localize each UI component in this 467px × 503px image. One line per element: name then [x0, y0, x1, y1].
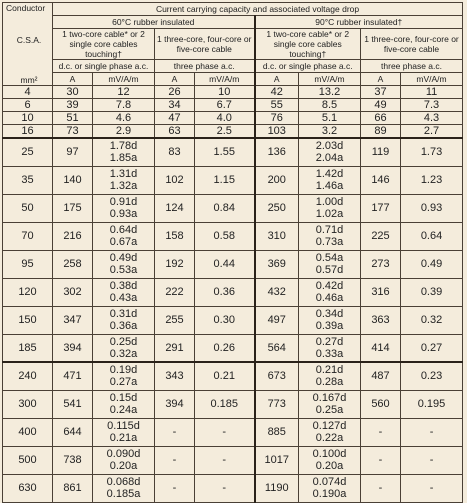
vdrop-value: 0.190a: [312, 488, 347, 500]
three-core-90-title: 1 three-core, four-core or five-core cable: [361, 29, 463, 60]
vdrop-value: 0.64: [420, 230, 443, 242]
vdrop-value: 2.03d: [315, 140, 344, 153]
vdrop-value: 0.074d: [312, 476, 347, 488]
vdrop-value: 0.36a: [109, 320, 138, 332]
vdrop-value: 0.91d: [109, 196, 138, 208]
current-60-three-cell: 158: [155, 222, 195, 250]
vdrop-value: -: [429, 454, 434, 466]
table-row: [3, 418, 463, 446]
table-row: [3, 138, 463, 166]
current-60-three-cell: 26: [155, 86, 195, 99]
current-90-three-cell: 560: [361, 390, 401, 418]
current-60-three-cell: -: [155, 474, 195, 502]
current-90-single-cell: 432: [255, 278, 299, 306]
vdrop-value: 0.39a: [315, 320, 344, 332]
vdrop-60-three-cell: [195, 250, 255, 278]
vdrop-value: 0.25a: [315, 404, 344, 416]
vdrop-value: 0.93a: [109, 208, 138, 220]
vdrop-60-single-cell: [93, 474, 155, 502]
vdrop-value: 0.32: [420, 314, 443, 326]
vdrop-60-three-cell: [195, 306, 255, 334]
current-90-single-cell: 76: [255, 112, 299, 125]
vdrop-60-single-cell: [93, 278, 155, 306]
vdrop-value: 0.20a: [315, 460, 344, 472]
vdrop-60-single-cell: [93, 194, 155, 222]
current-60-single-cell: 73: [53, 125, 93, 139]
current-60-single-cell: 140: [53, 166, 93, 194]
vdrop-value: 1.55: [213, 146, 235, 159]
current-60-single-cell: 39: [53, 99, 93, 112]
vdrop-value: 0.090d: [106, 448, 141, 460]
current-90-three-cell: 66: [361, 112, 401, 125]
current-60-single-cell: 347: [53, 306, 93, 334]
current-90-three-cell: 487: [361, 362, 401, 390]
current-60-three-cell: 124: [155, 194, 195, 222]
vdrop-value: 0.20a: [109, 460, 138, 472]
vdrop-60-single-cell: [93, 390, 155, 418]
vdrop-90-single-cell: [299, 474, 361, 502]
current-60-single-cell: 471: [53, 362, 93, 390]
vdrop-90-three-cell: [401, 278, 463, 306]
unit-a-cell: A: [53, 73, 93, 86]
current-90-three-cell: -: [361, 446, 401, 474]
vdrop-90-single-cell: [299, 222, 361, 250]
vdrop-90-single-cell: [299, 194, 361, 222]
current-90-single-cell: 42: [255, 86, 299, 99]
vdrop-value: -: [429, 426, 434, 438]
current-90-three-cell: 146: [361, 166, 401, 194]
conductor-header-cell: [3, 3, 53, 86]
vdrop-value: 0.33a: [315, 347, 344, 360]
current-60-single-cell: 175: [53, 194, 93, 222]
two-core-90-title: 1 two-core cable* or 2 single core cables touching†: [255, 29, 361, 60]
vdrop-value: 0.22a: [315, 432, 344, 444]
vdrop-60-single-cell: [93, 418, 155, 446]
vdrop-value: 0.93: [420, 202, 443, 214]
vdrop-value: 0.30: [213, 314, 235, 326]
vdrop-value: 1.02a: [315, 208, 344, 220]
csa-cell: 185: [3, 334, 53, 362]
vdrop-60-single-cell: [93, 138, 155, 166]
vdrop-60-three-cell: [195, 334, 255, 362]
three-phase-60-label: three phase a.c.: [155, 60, 255, 73]
vdrop-value: 0.57d: [315, 264, 344, 276]
vdrop-value: 0.21a: [109, 432, 138, 444]
csa-cell: 25: [3, 138, 53, 166]
vdrop-60-single-cell: [93, 306, 155, 334]
vdrop-value: 4.6: [115, 112, 132, 124]
vdrop-value: 5.1: [321, 112, 338, 124]
vdrop-90-single-cell: [299, 86, 361, 99]
vdrop-value: 0.32a: [109, 347, 138, 360]
vdrop-value: 11: [425, 86, 438, 98]
vdrop-90-single-cell: [299, 278, 361, 306]
vdrop-60-single-cell: [93, 86, 155, 99]
vdrop-90-three-cell: [401, 166, 463, 194]
current-60-three-cell: -: [155, 446, 195, 474]
vdrop-value: 0.54a: [315, 252, 344, 264]
vdrop-value: 0.44: [213, 258, 235, 270]
current-90-single-cell: 1190: [255, 474, 299, 502]
vdrop-60-three-cell: [195, 362, 255, 390]
current-90-three-cell: -: [361, 474, 401, 502]
csa-cell: 120: [3, 278, 53, 306]
vdrop-value: 0.21d: [315, 364, 344, 377]
vdrop-value: -: [222, 454, 227, 466]
vdrop-60-single-cell: [93, 125, 155, 139]
vdrop-value: 0.31d: [109, 308, 138, 320]
current-60-single-cell: 861: [53, 474, 93, 502]
csa-cell: 6: [3, 99, 53, 112]
vdrop-60-three-cell: [195, 222, 255, 250]
vdrop-value: 0.19d: [109, 364, 138, 377]
vdrop-value: 10: [218, 86, 231, 98]
vdrop-value: -: [429, 482, 434, 494]
unit-mv-cell: mV/A/m: [299, 73, 361, 86]
vdrop-value: 0.49: [420, 258, 443, 270]
table-row: [3, 306, 463, 334]
vdrop-value: 0.28a: [315, 376, 344, 389]
vdrop-value: 0.67a: [109, 236, 138, 248]
current-60-three-cell: 343: [155, 362, 195, 390]
vdrop-value: 1.31d: [109, 168, 138, 180]
vdrop-90-single-cell: [299, 138, 361, 166]
cable-rating-table: [2, 2, 463, 503]
current-60-single-cell: 394: [53, 334, 93, 362]
vdrop-value: 0.25d: [109, 335, 138, 348]
vdrop-value: 2.5: [216, 125, 232, 137]
two-core-60-title: 1 two-core cable* or 2 single core cables touching†: [53, 29, 155, 60]
current-90-single-cell: 773: [255, 390, 299, 418]
current-90-three-cell: 37: [361, 86, 401, 99]
vdrop-value: 8.5: [321, 99, 338, 111]
vdrop-60-three-cell: [195, 474, 255, 502]
vdrop-90-single-cell: [299, 250, 361, 278]
table-header: [3, 3, 463, 86]
current-60-single-cell: 258: [53, 250, 93, 278]
vdrop-90-three-cell: [401, 138, 463, 166]
vdrop-90-three-cell: [401, 390, 463, 418]
dc-90-label: d.c. or single phase a.c.: [255, 60, 361, 73]
vdrop-90-three-cell: [401, 194, 463, 222]
vdrop-90-single-cell: [299, 125, 361, 139]
current-60-three-cell: 291: [155, 334, 195, 362]
vdrop-90-single-cell: [299, 166, 361, 194]
vdrop-value: 0.58: [213, 230, 235, 242]
current-90-single-cell: 497: [255, 306, 299, 334]
current-90-single-cell: 564: [255, 334, 299, 362]
vdrop-value: 1.23: [420, 174, 443, 186]
vdrop-value: 4.0: [216, 112, 232, 124]
vdrop-90-single-cell: [299, 112, 361, 125]
current-60-three-cell: -: [155, 418, 195, 446]
vdrop-value: 0.167d: [312, 392, 347, 404]
current-60-single-cell: 738: [53, 446, 93, 474]
main-title: Current carrying capacity and associated voltage drop: [53, 3, 463, 16]
vdrop-60-three-cell: [195, 278, 255, 306]
vdrop-60-single-cell: [93, 166, 155, 194]
vdrop-60-three-cell: [195, 194, 255, 222]
vdrop-60-single-cell: [93, 362, 155, 390]
vdrop-value: 0.42d: [315, 280, 344, 292]
vdrop-value: 1.32a: [109, 180, 138, 192]
current-90-three-cell: 414: [361, 334, 401, 362]
table-row: [3, 278, 463, 306]
current-90-three-cell: 177: [361, 194, 401, 222]
table-row: [3, 194, 463, 222]
csa-cell: 4: [3, 86, 53, 99]
vdrop-60-three-cell: [195, 138, 255, 166]
vdrop-value: 0.49d: [109, 252, 138, 264]
vdrop-90-three-cell: [401, 474, 463, 502]
vdrop-value: -: [222, 482, 227, 494]
csa-cell: 150: [3, 306, 53, 334]
group-90-title: 90°C rubber insulated†: [255, 16, 463, 29]
current-90-single-cell: 310: [255, 222, 299, 250]
table-row: [3, 166, 463, 194]
vdrop-value: 2.9: [115, 125, 132, 137]
vdrop-value: 0.53a: [109, 264, 138, 276]
current-90-three-cell: 89: [361, 125, 401, 139]
vdrop-value: 0.27a: [109, 376, 138, 389]
vdrop-90-three-cell: [401, 125, 463, 139]
vdrop-60-three-cell: [195, 112, 255, 125]
dc-60-label: d.c. or single phase a.c.: [53, 60, 155, 73]
current-60-three-cell: 83: [155, 138, 195, 166]
vdrop-60-single-cell: [93, 112, 155, 125]
vdrop-value: 0.64d: [109, 224, 138, 236]
current-60-three-cell: 192: [155, 250, 195, 278]
csa-cell: 10: [3, 112, 53, 125]
vdrop-value: 0.34d: [315, 308, 344, 320]
vdrop-value: 0.24a: [109, 404, 138, 416]
csa-cell: 50: [3, 194, 53, 222]
vdrop-value: 0.23: [420, 370, 443, 383]
vdrop-value: 0.185a: [106, 488, 141, 500]
current-90-single-cell: 885: [255, 418, 299, 446]
vdrop-value: 1.42d: [315, 168, 344, 180]
csa-cell: 500: [3, 446, 53, 474]
vdrop-value: 2.04a: [315, 152, 344, 165]
vdrop-value: 0.15d: [109, 392, 138, 404]
vdrop-value: 0.21: [213, 370, 235, 383]
vdrop-value: 0.27d: [315, 335, 344, 348]
table-row: [3, 474, 463, 502]
three-core-60-title: 1 three-core, four-core or five-core cable: [155, 29, 255, 60]
vdrop-value: 0.36: [213, 286, 235, 298]
vdrop-60-three-cell: [195, 390, 255, 418]
current-60-three-cell: 255: [155, 306, 195, 334]
mm2-label: mm²: [20, 75, 38, 85]
current-90-three-cell: 119: [361, 138, 401, 166]
vdrop-90-three-cell: [401, 222, 463, 250]
vdrop-90-three-cell: [401, 112, 463, 125]
vdrop-90-single-cell: [299, 390, 361, 418]
vdrop-60-three-cell: [195, 125, 255, 139]
unit-a-cell: A: [255, 73, 299, 86]
current-90-three-cell: -: [361, 418, 401, 446]
vdrop-value: 0.46a: [315, 292, 344, 304]
vdrop-value: 0.39: [420, 286, 443, 298]
current-90-single-cell: 55: [255, 99, 299, 112]
vdrop-value: 0.38d: [109, 280, 138, 292]
vdrop-value: 2.7: [423, 125, 440, 137]
csa-cell: 400: [3, 418, 53, 446]
unit-a-cell: A: [361, 73, 401, 86]
current-60-single-cell: 30: [53, 86, 93, 99]
vdrop-90-single-cell: [299, 446, 361, 474]
current-90-single-cell: 673: [255, 362, 299, 390]
vdrop-60-single-cell: [93, 446, 155, 474]
csa-cell: 240: [3, 362, 53, 390]
csa-cell: 95: [3, 250, 53, 278]
vdrop-90-three-cell: [401, 418, 463, 446]
vdrop-60-three-cell: [195, 166, 255, 194]
vdrop-value: 0.27: [420, 341, 443, 354]
current-60-three-cell: 63: [155, 125, 195, 139]
vdrop-90-single-cell: [299, 362, 361, 390]
current-90-single-cell: 1017: [255, 446, 299, 474]
csa-cell: 630: [3, 474, 53, 502]
table-row: [3, 446, 463, 474]
vdrop-value: 3.2: [321, 125, 338, 137]
csa-cell: 300: [3, 390, 53, 418]
table-row: [3, 112, 463, 125]
current-60-single-cell: 644: [53, 418, 93, 446]
conductor-label: Conductor: [6, 3, 46, 13]
unit-a-cell: A: [155, 73, 195, 86]
table-body: [3, 86, 463, 503]
group-60-title: 60°C rubber insulated: [53, 16, 255, 29]
vdrop-90-single-cell: [299, 334, 361, 362]
vdrop-value: 0.100d: [312, 448, 347, 460]
vdrop-value: 13.2: [318, 86, 341, 98]
current-60-three-cell: 102: [155, 166, 195, 194]
table-row: [3, 250, 463, 278]
vdrop-value: 0.26: [213, 341, 235, 354]
table-row: [3, 390, 463, 418]
vdrop-60-three-cell: [195, 418, 255, 446]
current-60-single-cell: 97: [53, 138, 93, 166]
csa-cell: 35: [3, 166, 53, 194]
current-90-single-cell: 103: [255, 125, 299, 139]
vdrop-90-single-cell: [299, 306, 361, 334]
current-90-three-cell: 273: [361, 250, 401, 278]
vdrop-90-three-cell: [401, 250, 463, 278]
vdrop-value: 1.73: [420, 146, 443, 159]
current-60-three-cell: 222: [155, 278, 195, 306]
vdrop-value: 0.43a: [109, 292, 138, 304]
vdrop-60-single-cell: [93, 334, 155, 362]
table-row: [3, 99, 463, 112]
table-row: [3, 86, 463, 99]
vdrop-value: 1.15: [213, 174, 235, 186]
vdrop-value: 7.8: [115, 99, 132, 111]
current-60-single-cell: 51: [53, 112, 93, 125]
current-90-single-cell: 369: [255, 250, 299, 278]
vdrop-value: 0.84: [213, 202, 235, 214]
unit-mv-cell: mV/A/m: [93, 73, 155, 86]
vdrop-value: 7.3: [423, 99, 440, 111]
current-60-three-cell: 34: [155, 99, 195, 112]
table-row: [3, 125, 463, 139]
vdrop-value: 0.185: [210, 398, 239, 410]
table-row: [3, 362, 463, 390]
vdrop-90-three-cell: [401, 306, 463, 334]
vdrop-60-single-cell: [93, 99, 155, 112]
vdrop-60-three-cell: [195, 99, 255, 112]
vdrop-value: 1.00d: [315, 196, 344, 208]
vdrop-value: 0.71d: [315, 224, 344, 236]
vdrop-value: 0.127d: [312, 420, 347, 432]
three-phase-90-label: three phase a.c.: [361, 60, 463, 73]
vdrop-90-three-cell: [401, 99, 463, 112]
current-90-single-cell: 136: [255, 138, 299, 166]
vdrop-value: 0.195: [417, 398, 446, 410]
current-90-single-cell: 200: [255, 166, 299, 194]
vdrop-60-single-cell: [93, 222, 155, 250]
current-60-three-cell: 47: [155, 112, 195, 125]
table-row: [3, 222, 463, 250]
vdrop-value: 12: [117, 86, 130, 98]
current-60-three-cell: 394: [155, 390, 195, 418]
vdrop-value: 0.73a: [315, 236, 344, 248]
vdrop-value: 1.85a: [109, 152, 138, 165]
unit-mv-cell: mV/A/m: [401, 73, 463, 86]
unit-mv-cell: mV/A/m: [195, 73, 255, 86]
current-90-three-cell: 49: [361, 99, 401, 112]
vdrop-value: 1.78d: [109, 140, 138, 153]
vdrop-90-three-cell: [401, 86, 463, 99]
cable-rating-table-sheet: [2, 2, 462, 500]
vdrop-90-single-cell: [299, 99, 361, 112]
vdrop-value: 4.3: [423, 112, 440, 124]
vdrop-90-three-cell: [401, 446, 463, 474]
vdrop-value: -: [222, 426, 227, 438]
vdrop-value: 1.46a: [315, 180, 344, 192]
vdrop-value: 0.115d: [107, 420, 140, 432]
current-90-three-cell: 316: [361, 278, 401, 306]
current-60-single-cell: 216: [53, 222, 93, 250]
current-90-three-cell: 225: [361, 222, 401, 250]
current-60-single-cell: 302: [53, 278, 93, 306]
csa-cell: 70: [3, 222, 53, 250]
current-90-single-cell: 250: [255, 194, 299, 222]
csa-label: C.S.A.: [16, 35, 42, 45]
vdrop-90-three-cell: [401, 362, 463, 390]
vdrop-60-single-cell: [93, 250, 155, 278]
vdrop-value: 6.7: [216, 99, 232, 111]
vdrop-60-three-cell: [195, 446, 255, 474]
vdrop-60-three-cell: [195, 86, 255, 99]
vdrop-value: 0.068d: [106, 476, 141, 488]
vdrop-90-single-cell: [299, 418, 361, 446]
vdrop-90-three-cell: [401, 334, 463, 362]
current-90-three-cell: 363: [361, 306, 401, 334]
current-60-single-cell: 541: [53, 390, 93, 418]
csa-cell: 16: [3, 125, 53, 139]
table-row: [3, 334, 463, 362]
